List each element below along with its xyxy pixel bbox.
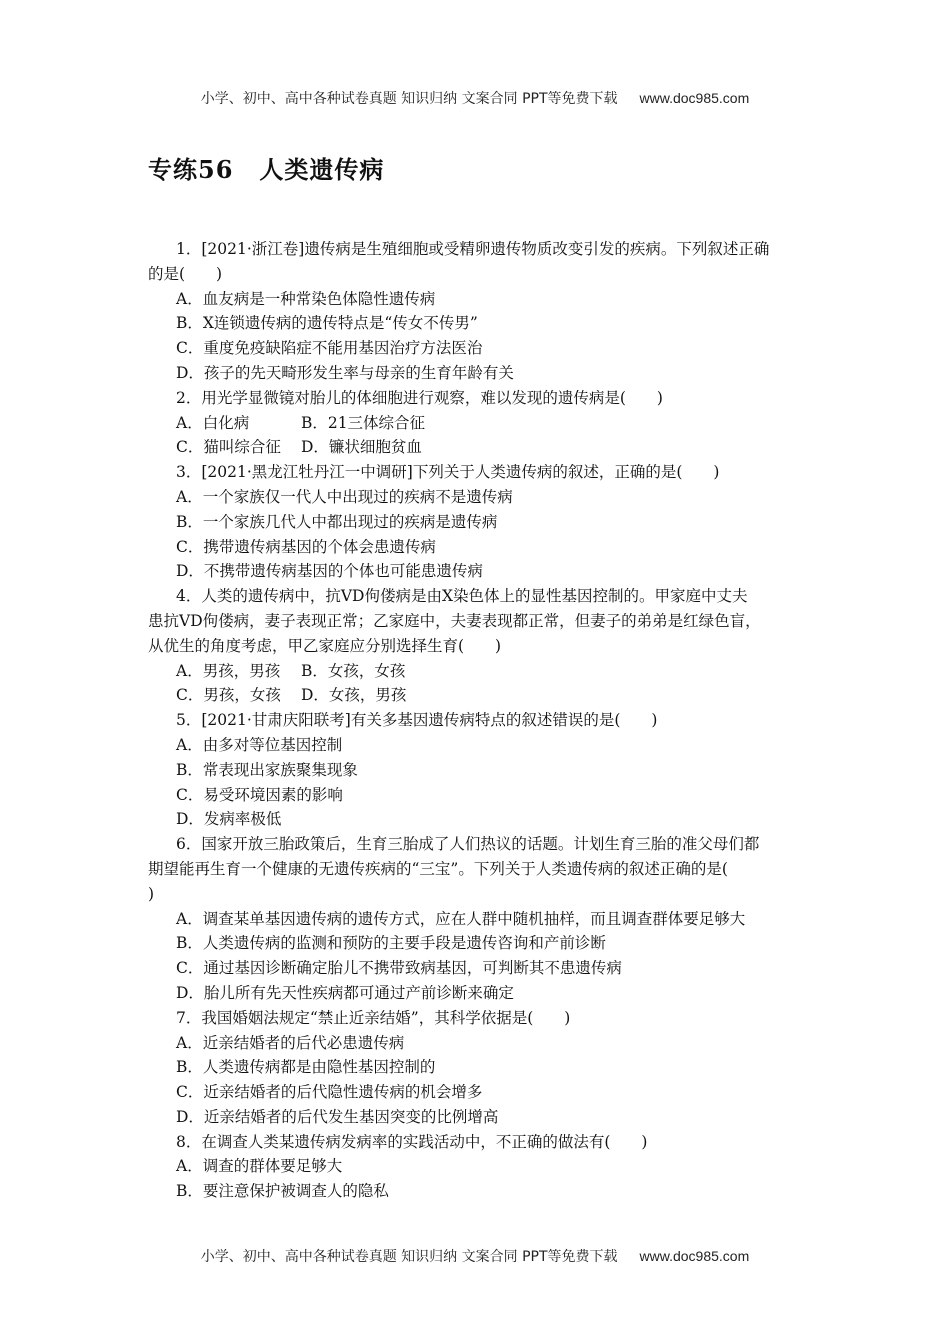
q7-option-a: A．近亲结婚者的后代必患遗传病 [176, 1033, 405, 1052]
q8-option-b: B．要注意保护被调查人的隐私 [176, 1182, 389, 1201]
q3-option-c: C．携带遗传病基因的个体会患遗传病 [176, 537, 436, 556]
q4-stem-cont2: 从优生的角度考虑，甲乙家庭应分别选择生育( ) [148, 636, 502, 655]
q2-options-row1 [148, 411, 816, 436]
q6-option-d: D．胎儿所有先天性疾病都可通过产前诊断来确定 [176, 983, 514, 1002]
title-topic: 人类遗传病 [259, 155, 385, 184]
q5-option-d: D．发病率极低 [176, 810, 282, 829]
q5-option-b: B．常表现出家族聚集现象 [176, 760, 358, 779]
header-text: 小学、初中、高中各种试卷真题 知识归纳 文案合同 PPT等免费下载 [200, 91, 618, 107]
q3-option-b: B．一个家族几代人中都出现过的疾病是遗传病 [176, 512, 498, 531]
page-footer [0, 1246, 950, 1266]
q6-stem-cont: 期望能再生育一个健康的无遗传疾病的“三宝”。下列关于人类遗传病的叙述正确的是( [148, 859, 728, 878]
q6-option-a: A．调查某单基因遗传病的遗传方式，应在人群中随机抽样，而且调查群体要足够大 [176, 909, 746, 928]
q4-option-d: D．女孩，男孩 [300, 686, 407, 705]
q2-option-c: C．猫叫综合征 [176, 438, 281, 457]
page-header [0, 88, 950, 108]
q6-stem-cont2: ) [148, 884, 155, 903]
q1-option-d: D．孩子的先天畸形发生率与母亲的生育年龄有关 [176, 363, 514, 382]
page-title [148, 150, 384, 185]
q5-stem: 5．[2021·甘肃庆阳联考]有关多基因遗传病特点的叙述错误的是( ) [176, 711, 658, 730]
q1-stem: 1．[2021·浙江卷]遗传病是生殖细胞或受精卵遗传物质改变引发的疾病。下列叙述正确 [176, 240, 770, 258]
q4-stem-cont: 患抗VD佝偻病，妻子表现正常；乙家庭中，夫妻表现都正常，但妻子的弟弟是红绿色盲， [148, 611, 761, 630]
q2-option-a: A．白化病 [176, 413, 250, 432]
q7-option-b: B．人类遗传病都是由隐性基因控制的 [176, 1058, 436, 1077]
footer-url[interactable]: www.doc985.com [639, 1248, 750, 1264]
q6-stem: 6．国家开放三胎政策后，生育三胎成了人们热议的话题。计划生育三胎的准父母们都 [176, 835, 760, 854]
q7-option-d: D．近亲结婚者的后代发生基因突变的比例增高 [176, 1107, 499, 1126]
q1-option-b: B．X连锁遗传病的遗传特点是“传女不传男” [176, 314, 478, 333]
footer-text: 小学、初中、高中各种试卷真题 知识归纳 文案合同 PPT等免费下载 [200, 1249, 618, 1265]
question-list [148, 237, 816, 1204]
q5-option-c: C．易受环境因素的影响 [176, 785, 343, 804]
q7-option-c: C．近亲结婚者的后代隐性遗传病的机会增多 [176, 1083, 483, 1102]
q6-option-c: C．通过基因诊断确定胎儿不携带致病基因，可判断其不患遗传病 [176, 959, 622, 978]
q2-options-row2 [148, 435, 816, 460]
q4-options-row1 [148, 659, 816, 684]
q3-option-d: D．不携带遗传病基因的个体也可能患遗传病 [176, 562, 483, 581]
q5-option-a: A．由多对等位基因控制 [176, 735, 343, 754]
q4-option-a: A．男孩，男孩 [176, 661, 281, 680]
q4-option-b: B．女孩，女孩 [300, 661, 406, 680]
q4-options-row2 [148, 683, 816, 708]
title-number: 专练56 [148, 155, 234, 184]
q1-option-c: C．重度免疫缺陷症不能用基因治疗方法医治 [176, 339, 483, 358]
q8-stem: 8．在调查人类某遗传病发病率的实践活动中，不正确的做法有( ) [176, 1132, 648, 1151]
q1-option-a: A．血友病是一种常染色体隐性遗传病 [176, 289, 436, 308]
q2-option-d: D．镰状细胞贫血 [300, 438, 422, 457]
q1-stem-cont: 的是( ) [148, 264, 223, 283]
q2-option-b: B．21三体综合征 [300, 413, 426, 432]
q8-option-a: A．调查的群体要足够大 [176, 1157, 343, 1176]
q4-stem: 4．人类的遗传病中，抗VD佝偻病是由X染色体上的显性基因控制的。甲家庭中丈夫 [176, 587, 748, 606]
q7-stem: 7．我国婚姻法规定“禁止近亲结婚”，其科学依据是( ) [176, 1008, 571, 1027]
header-url[interactable]: www.doc985.com [639, 90, 750, 106]
q4-option-c: C．男孩，女孩 [176, 686, 281, 705]
q2-stem: 2．用光学显微镜对胎儿的体细胞进行观察，难以发现的遗传病是( ) [176, 388, 663, 407]
q3-stem: 3．[2021·黑龙江牡丹江一中调研]下列关于人类遗传病的叙述，正确的是( ) [176, 463, 720, 482]
q3-option-a: A．一个家族仅一代人中出现过的疾病不是遗传病 [176, 487, 513, 506]
q6-option-b: B．人类遗传病的监测和预防的主要手段是遗传咨询和产前诊断 [176, 934, 606, 953]
